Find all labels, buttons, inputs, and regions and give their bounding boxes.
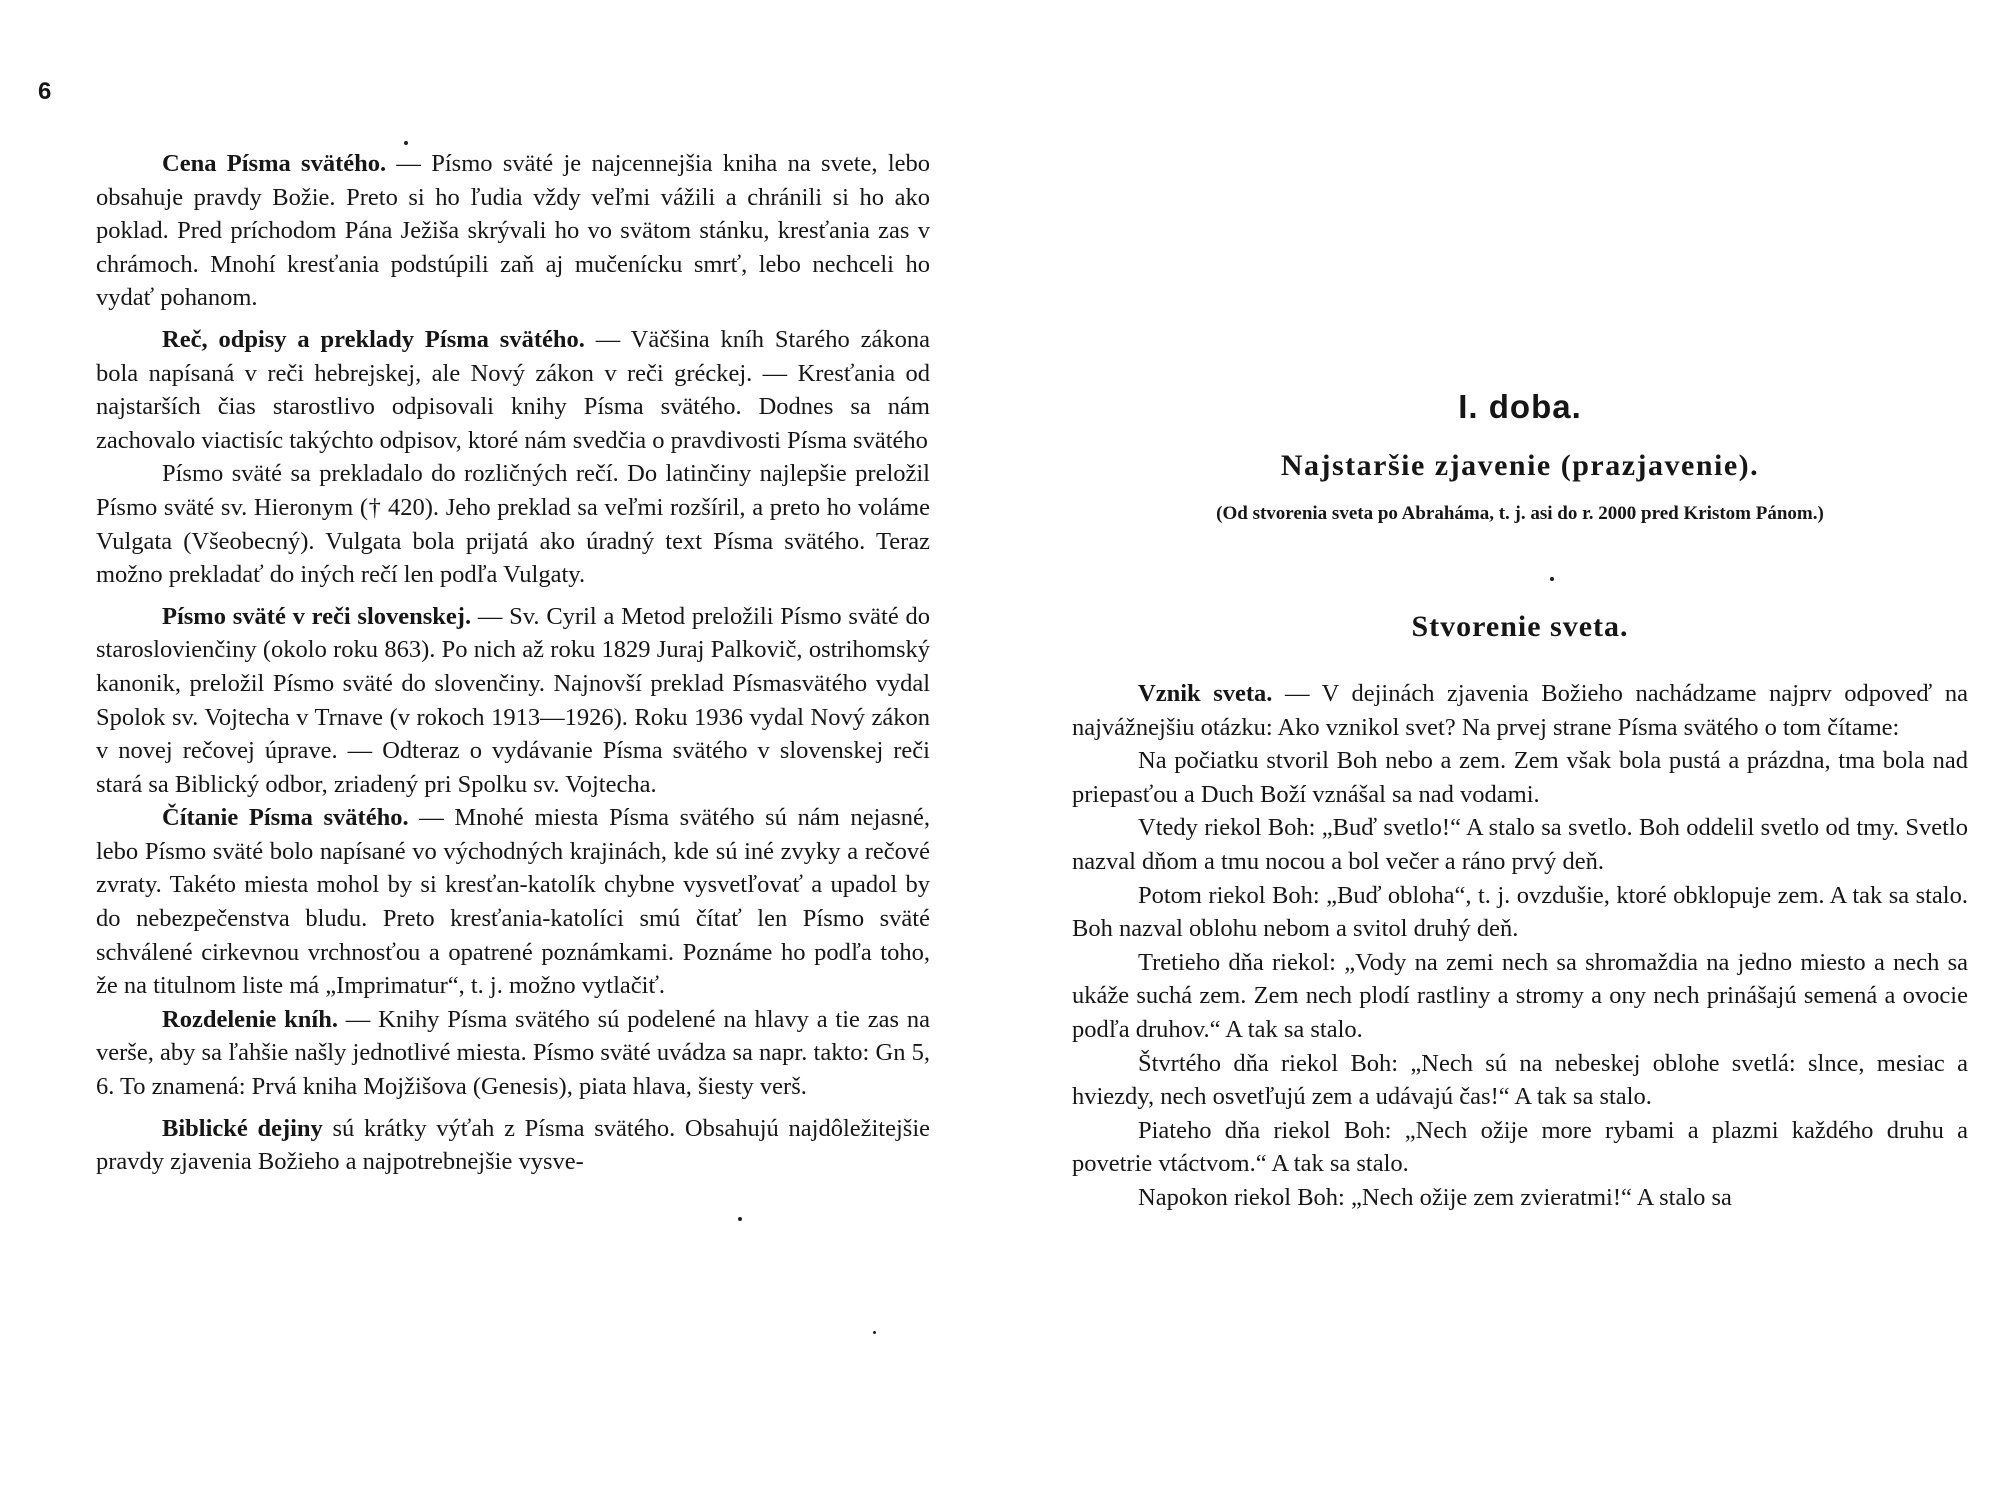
paragraph-body: — Sv. Cyril a Metod preložili Písmo sväté do staroslovienčiny (okolo roku 863). Po nich až roku 1829 Juraj Palkovič, ostrihomský kanonik, preložil Písmo sväté do slovenčiny. Najnovší preklad Písmasvätého vydal Spolok sv. Vojtecha v Trnave (v rokoch 1913—1926). Roku 1936 vydal Nový zákon v novej rečovej úprave. — Odteraz o vydávanie Písma svätého v slovenskej reči stará sa Biblický odbor, zriadený pri Spolku sv. Vojtecha. (96, 602, 930, 798)
paragraph-heading: Rozdelenie kníh. (162, 1005, 338, 1033)
paragraph-body: Potom riekol Boh: „Buď obloha“, t. j. ovzdušie, ktoré obklopuje zem. A tak sa stalo. Boh nazval oblohu nebom a svitol druhý deň. (1072, 881, 1968, 943)
paragraph-heading: Čítanie Písma svätého. (162, 804, 409, 832)
page-number: 6 (38, 78, 52, 105)
paragraph-day-5 (1072, 1114, 1968, 1181)
paragraph-body: Vtedy riekol Boh: „Buď svetlo!“ A stalo sa svetlo. Boh oddelil svetlo od tmy. Svetlo nazval dňom a tmu nocou a bol večer a ráno prvý deň. (1072, 814, 1968, 875)
paragraph-slovenska-rec (96, 600, 930, 802)
paragraph-heading: Písmo sväté v reči slovenskej. (162, 602, 472, 630)
paragraph-day-3 (1072, 946, 1968, 1047)
print-speck (404, 141, 408, 145)
paragraph-body: — Mnohé miesta Písma svätého sú nám nejasné, lebo Písmo sväté bolo napísané vo východných krajinách, kde sú iné zvyky a rečové zvraty. Takéto miesta mohol by si kresťan-katolík chybne vysvetľovať a upadol by do nebezpečenstva bludu. Preto kresťania-katolíci smú čítať len Písmo sväté schválené cirkevnou vrchnosťou a opatrené poznámkami. Poznáme ho podľa toho, že na titulnom liste má „Imprimatur“, t. j. možno vytlačiť. (96, 804, 931, 1000)
paragraph-body: — Väčšina kníh Starého zákona bola napísaná v reči hebrejskej, ale Nový zákon v reči gréckej. — Kresťania od najstarších čias starostlivo odpisovali knihy Písma svätého. Dodnes sa nám zachovalo viactisíc takýchto odpisov, ktoré nám svedčia o pravdivosti Písma svätého (96, 325, 931, 454)
paragraph-rozdelenie (96, 1003, 930, 1104)
paragraph-day-4 (1072, 1047, 1968, 1114)
paragraph-day-1 (1072, 811, 1968, 878)
paragraph-body: Napokon riekol Boh: „Nech ožije zem zvieratmi!“ A stalo sa (1138, 1183, 1732, 1211)
paragraph-vznik-sveta (1072, 677, 1968, 744)
paragraph-body: Na počiatku stvoril Boh nebo a zem. Zem však bola pustá a prázdna, tma bola nad priepasťou a Duch Boží vznášal sa nad vodami. (1072, 747, 1968, 808)
print-speck (738, 1217, 742, 1221)
left-page-text (96, 147, 930, 1179)
print-speck (873, 1331, 876, 1334)
right-page-text (1072, 385, 1968, 1215)
paragraph-day-intro (1072, 744, 1968, 811)
paragraph-heading: Reč, odpisy a preklady Písma svätého. (162, 325, 585, 353)
paragraph-body: Štvrtého dňa riekol Boh: „Nech sú na nebeskej oblohe svetlá: slnce, mesiac a hviezdy, nech osvetľujú zem a udávajú čas!“ A tak sa stalo. (1072, 1049, 1968, 1111)
paragraph-heading: Cena Písma svätého. (162, 150, 387, 177)
paragraph-body: — Knihy Písma svätého sú podelené na hlavy a tie zas na verše, aby sa ľahšie našly jednotlivé miesta. Písmo sväté uvádza sa napr. takto: Gn 5, 6. To znamená: Prvá kniha Mojžišova (Genesis), piata hlava, šiesty verš. (96, 1005, 930, 1101)
paragraph-biblicke-dejiny (96, 1112, 930, 1179)
era-date-range: (Od stvorenia sveta po Abraháma, t. j. asi do r. 2000 pred Kristom Pánom.) (1216, 503, 1824, 524)
era-subtitle: Najstaršie zjavenie (prazjavenie). (1280, 449, 1760, 482)
paragraph-day-2 (1072, 879, 1968, 946)
paragraph-body: Tretieho dňa riekol: „Vody na zemi nech sa shromaždia na jedno miesto a nech sa ukáže suchá zem. Zem nech plodí rastliny a stromy a ony nech prinášajú semená a ovocie podľa druhov.“ A tak sa stalo. (1072, 948, 1968, 1043)
section-body (1072, 677, 1968, 1215)
section-title: Stvorenie sveta. (1411, 610, 1629, 643)
paragraph-rec-odpisy (96, 323, 930, 457)
paragraph-day-6 (1072, 1181, 1968, 1215)
paragraph-cena (96, 147, 930, 315)
paragraph-body: — Písmo sväté je najcennejšia kniha na svete, lebo obsahuje pravdy Božie. Preto si ho ľudia vždy veľmi vážili a chránili si ho ako poklad. Pred príchodom Pána Ježiša skrývali ho vo svätom stánku, kresťania zas v chrámoch. Mnohí kresťania podstúpili zaň aj mučenícku smrť, lebo nechceli ho vydať pohanom. (96, 150, 930, 312)
paragraph-preklady (96, 457, 930, 591)
era-title: I. doba. (1458, 388, 1582, 425)
paragraph-heading: Vznik sveta. (1138, 680, 1273, 707)
paragraph-body: sú krátky výťah z Písma svätého. Obsahujú najdôležitejšie pravdy zjavenia Božieho a najpotrebnejšie vysve- (96, 1114, 931, 1176)
paragraph-body: Piateho dňa riekol Boh: „Nech ožije more rybami a plazmi každého druhu a povetrie vtáctvom.“ A tak sa stalo. (1072, 1116, 1968, 1178)
paragraph-body: Písmo sväté sa prekladalo do rozličných rečí. Do latinčiny najlepšie preložil Písmo sväté sv. Hieronym († 420). Jeho preklad sa veľmi rozšíril, a preto ho voláme Vulgata (Všeobecný). Vulgata bola prijatá ako úradný text Písma svätého. Teraz možno prekladať do iných rečí len podľa Vulgaty. (96, 460, 930, 589)
paragraph-heading: Biblické dejiny (162, 1114, 323, 1142)
paragraph-citanie (96, 801, 930, 1003)
paragraph-body: — V dejinách zjavenia Božieho nachádzame najprv odpoveď na najvážnejšiu otázku: Ako vznikol svet? Na prvej strane Písma svätého o tom čítame: (1072, 680, 1968, 741)
